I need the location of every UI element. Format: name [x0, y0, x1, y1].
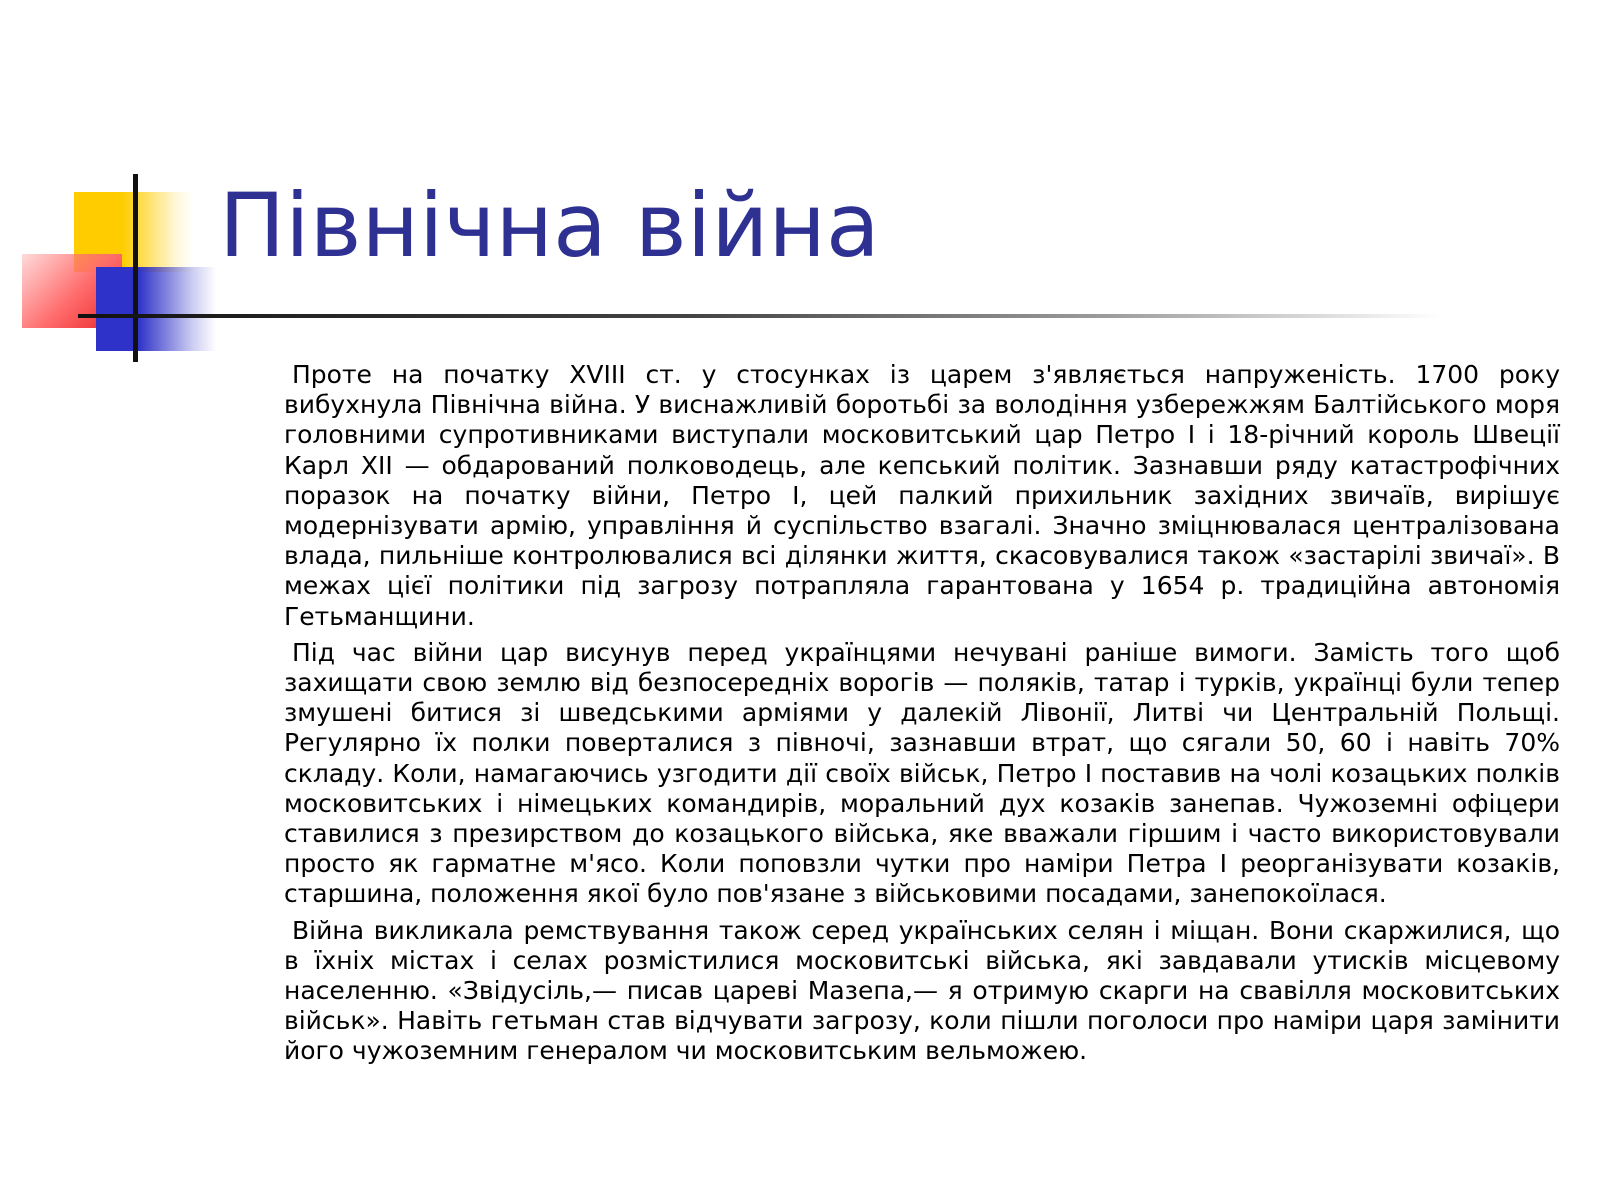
- slide-decoration: [0, 0, 240, 380]
- body-paragraph-3: Війна викликала ремствування також серед українських селян і міщан. Вони скаржилися, що в їхніх містах і селах розмістилися московитські війська, які завдавали утисків місцевому населенню. «Звідусіль,— писав цареві Мазепа,— я отримую скарги на свавілля московитських військ». Навіть гетьман став відчувати загрозу, коли пішли поголоси про наміри царя замінити його чужоземним генералом чи московитським вельможею.: [284, 915, 1560, 1066]
- title-underline: [78, 314, 1440, 318]
- blue-square-decoration: [96, 267, 216, 351]
- body-paragraph-1: Проте на початку XVIII ст. у стосунках із царем з'являється напруженість. 1700 року вибухнула Північна війна. У виснажливій боротьбі за володіння узбережжям Балтійського моря головними супротивниками виступали московитський цар Петро I і 18-річний король Швеції Карл XII — обдарований полководець, але кепський політик. Зазнавши ряду катастрофічних поразок на початку війни, Петро I, цей палкий прихильник західних звичаїв, вирішує модернізувати армію, управління й суспільство взагалі. Значно зміцнювалася централізована влада, пильніше контролювалися всі ділянки життя, скасовувалися також «застарілі звичаї». В межах цієї політики під загрозу потрапляла гарантована у 1654 р. традиційна автономія Гетьманщини.: [284, 360, 1560, 631]
- body-paragraph-2: Під час війни цар висунув перед українцями нечувані раніше вимоги. Замість того щоб захищати свою землю від безпосередніх ворогів — поляків, татар і турків, українці були тепер змушені битися зі шведськими арміями у далекій Лівонії, Литві чи Центральній Польщі. Регулярно їх полки поверталися з півночі, зазнавши втрат, що сягали 50, 60 і навіть 70% складу. Коли, намагаючись узгодити дії своїх військ, Петро I поставив на чолі козацьких полків московитських і німецьких командирів, моральний дух козаків занепав. Чужоземні офіцери ставилися з презирством до козацького війська, яке вважали гіршим і часто використовували просто як гарматне м'ясо. Коли поповзли чутки про наміри Петра I реорганізувати козаків, старшина, положення якої було пов'язане з військовими посадами, занепокоїлася.: [284, 637, 1560, 909]
- slide-title: Північна війна: [219, 174, 880, 277]
- vertical-rule-decoration: [133, 174, 138, 362]
- slide-body: [284, 360, 1560, 1073]
